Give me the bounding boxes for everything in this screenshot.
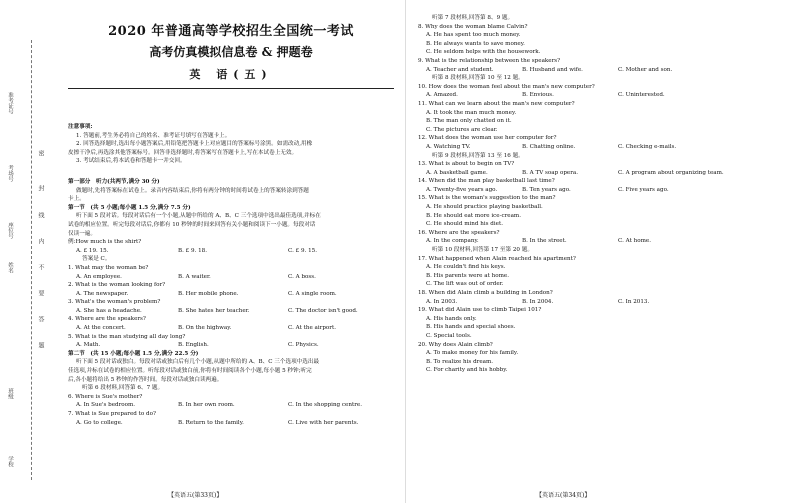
- option: A. Go to college.: [76, 419, 123, 426]
- page-footer-right: 【英语五(第34页)】: [536, 492, 591, 499]
- option: B. To realize his dream.: [426, 358, 494, 365]
- option: A. In Sue's bedroom.: [76, 402, 136, 409]
- option: B. He always wants to save money.: [426, 40, 525, 47]
- option: C. At home.: [618, 238, 651, 245]
- right-page: [418, 0, 774, 503]
- question-9: 9. What is the relationship between the speakers?: [418, 57, 561, 64]
- exam-subtitle: 高考仿真模拟信息卷 & 押题卷: [149, 45, 313, 59]
- option: A. In the company.: [426, 238, 479, 245]
- option: C. £ 9. 15.: [288, 247, 317, 254]
- option: B. He should eat more ice-cream.: [426, 212, 521, 219]
- left-page: [68, 0, 394, 503]
- option: B. In 2004.: [522, 298, 554, 305]
- question-9-options: [418, 66, 774, 75]
- option: C. In the shopping centre.: [288, 402, 362, 409]
- option: A. At the concert.: [76, 325, 126, 332]
- question-13: 13. What is about to begin on TV?: [418, 161, 515, 168]
- question-15: 15. What is the woman's suggestion to the man?: [418, 195, 556, 202]
- note-item: 3. 考试结束后,将本试卷和答题卡一并交回。: [76, 158, 186, 165]
- option: C. Checking e-mails.: [618, 143, 677, 150]
- question-3: 3. What's the woman's problem?: [68, 299, 161, 306]
- question-11: 11. What can we learn about the man's new computer?: [418, 100, 575, 107]
- question-14: 14. When did the man play basketball last time?: [418, 178, 555, 185]
- margin-label-seat: 座位号: [7, 222, 13, 239]
- question-20: 20. Why does Alain climb?: [418, 341, 493, 348]
- option: C. A program about organizing team.: [618, 169, 724, 176]
- option: B. His hands and special shoes.: [426, 324, 516, 331]
- question-4-options: [68, 324, 394, 333]
- option: C. In 2013.: [618, 298, 650, 305]
- question-14-options: [418, 186, 774, 195]
- option: A. Teacher and student.: [426, 66, 494, 73]
- option: A. It took the man much money.: [426, 109, 517, 116]
- question-18: 18. When did Alain climb a building in London?: [418, 290, 553, 296]
- option: C. A single room.: [288, 290, 337, 297]
- option: A. Math.: [76, 342, 101, 349]
- option: C. Live with her parents.: [288, 419, 359, 426]
- header-rule: [68, 88, 394, 89]
- option: C. He seldom helps with the housework.: [426, 49, 541, 56]
- question-10-options: [418, 91, 774, 100]
- cut-char: 要: [37, 290, 44, 296]
- question-18-options: [418, 298, 774, 307]
- question-8: 8. Why does the woman blame Calvin?: [418, 23, 528, 30]
- option: B. A TV soap opera.: [522, 169, 579, 176]
- option: B. Ten years ago.: [522, 186, 571, 193]
- margin-label-name: 姓名: [7, 262, 13, 273]
- question-5: 5. What is the man studying all day long?: [68, 333, 186, 340]
- page-divider: [405, 0, 406, 503]
- question-1-options: [68, 273, 394, 282]
- part1-intro: 做题时,先将答案标在试卷上。录音内容结束后,你将有两分钟的时间将试卷上的答案转涂到答题: [76, 187, 309, 194]
- option: B. She hates her teacher.: [178, 307, 250, 314]
- note-item: 1. 答题前,考生务必将自己的姓名、准考证号填写在答题卡上。: [76, 132, 231, 139]
- option: A. He couldn't find his keys.: [426, 264, 506, 271]
- section2-intro: 佳选项,并标在试卷的相应位置。听每段对话或独白前,你将有时间阅读各个小题,每小题 5 秒钟;听完: [68, 368, 312, 375]
- option: A. An employee.: [76, 273, 122, 280]
- question-13-options: [418, 169, 774, 178]
- listen-instruction: 听第 6 段材料,回答第 6、7 题。: [82, 385, 164, 392]
- subject-title: 英 语(五): [189, 68, 273, 81]
- option: B. On the highway.: [178, 325, 232, 332]
- option: B. Return to the family.: [178, 419, 244, 426]
- option: A. Twenty-five years ago.: [426, 186, 498, 193]
- cut-char: 封: [37, 185, 44, 191]
- section1-intro: 听下面 5 段对话。每段对话后有一个小题,从题中所给的 A、B、C 三个选项中选出最佳选项,并标在: [76, 213, 321, 220]
- question-19: 19. What did Alain use to climb Taipei 101?: [418, 307, 542, 314]
- listen-instruction: 听第 9 段材料,回答第 13 至 16 题。: [432, 152, 524, 159]
- cut-char: 内: [37, 238, 44, 244]
- margin-label-class: 班级: [7, 388, 13, 399]
- question-12-options: [418, 143, 774, 152]
- listen-instruction: 听第 7 段材料,回答第 8、9 题。: [432, 15, 514, 21]
- question-1: 1. What may the woman be?: [68, 264, 149, 271]
- question-17: 17. What happened when Alain reached his apartment?: [418, 255, 576, 262]
- section1-intro: 仅读一遍。: [68, 230, 96, 237]
- section1-heading: 第一节 (共 5 小题;每小题 1.5 分,满分 7.5 分): [68, 204, 191, 211]
- option: A. She has a headache.: [76, 307, 142, 314]
- question-5-options: [68, 341, 394, 350]
- binding-margin: [0, 0, 62, 503]
- option: A. He has spent too much money.: [426, 32, 521, 39]
- option: A. He should practice playing basketball.: [426, 204, 543, 211]
- listen-instruction: 听第 10 段材料,回答第 17 至第 20 题。: [432, 247, 533, 254]
- option: C. For charity and his hobby.: [426, 367, 508, 374]
- part1-heading: 第一部分 听力(共两节,满分 30 分): [68, 178, 160, 185]
- option: A. To make money for his family.: [426, 350, 519, 357]
- listen-instruction: 听第 8 段材料,回答第 10 至 12 题。: [432, 75, 524, 82]
- option: A. Amazed.: [426, 92, 458, 99]
- option: C. Special tools.: [426, 332, 472, 339]
- option: B. His parents were at home.: [426, 272, 509, 279]
- option: B. Chatting online.: [522, 143, 576, 150]
- question-2: 2. What is the woman looking for?: [68, 282, 166, 289]
- option: C. The pictures are clear.: [426, 126, 498, 133]
- option: B. Husband and wife.: [522, 66, 583, 73]
- exam-title: 2020 年普通高等学校招生全国统一考试: [108, 24, 354, 39]
- question-16-options: [418, 237, 774, 246]
- section2-heading: 第二节 (共 15 小题;每小题 1.5 分,满分 22.5 分): [68, 350, 199, 357]
- option: C. At the airport.: [288, 325, 336, 332]
- margin-label-school: 学校: [7, 456, 13, 467]
- option: A. Watching TV.: [426, 143, 471, 150]
- option: B. In her own room.: [178, 402, 235, 409]
- option: B. The man only chatted on it.: [426, 118, 512, 125]
- option: C. Uninterested.: [618, 92, 665, 99]
- option: A. In 2003.: [426, 298, 458, 305]
- note-item: 2. 回答选择题时,选出每小题答案后,用铅笔把答题卡上对应题目的答案标号涂黑。如需改动,用橡: [76, 141, 313, 148]
- question-7: 7. What is Sue prepared to do?: [68, 411, 156, 417]
- option: C. Five years ago.: [618, 186, 669, 193]
- option: C. Mother and son.: [618, 66, 673, 73]
- cut-char: 线: [37, 212, 44, 218]
- question-2-options: [68, 290, 394, 299]
- option: C. The lift was out of order.: [426, 281, 504, 288]
- example-options: [68, 247, 394, 256]
- example-question: 例:How much is the shirt?: [68, 239, 142, 246]
- notes-heading: 注意事项:: [68, 124, 93, 130]
- option: A. A basketball game.: [426, 169, 488, 176]
- question-3-options: [68, 307, 394, 316]
- question-6-options: [68, 401, 394, 410]
- option: A. £ 19. 15.: [76, 247, 109, 254]
- question-16: 16. Where are the speakers?: [418, 229, 500, 236]
- notes-block: [68, 123, 394, 166]
- option: B. English.: [178, 342, 209, 349]
- option: B. A waiter.: [178, 273, 211, 280]
- part1: [68, 178, 394, 427]
- cut-char: 密: [37, 150, 44, 156]
- question-4: 4. Where are the speakers?: [68, 316, 146, 323]
- note-item: 皮擦干净后,再选涂其他答案标号。回答非选择题时,将答案写在答题卡上,写在本试卷上无效。: [68, 149, 298, 156]
- cut-char: 不: [37, 264, 44, 270]
- option: B. Envious.: [522, 92, 554, 99]
- option: A. The newspaper.: [76, 290, 129, 297]
- question-10: 10. How does the woman feel about the man's new computer?: [418, 83, 595, 90]
- margin-label-exam-number: 准考证号: [7, 92, 13, 114]
- question-12: 12. What does the woman use her computer for?: [418, 135, 557, 142]
- option: C. Physics.: [288, 342, 319, 349]
- cut-line: [31, 40, 32, 480]
- option: C. The doctor isn't good.: [288, 307, 358, 314]
- section2-intro: 后,各小题将给出 5 秒钟的作答时间。每段对话或独白读两遍。: [68, 376, 223, 383]
- page-footer-left: 【英语五(第33页)】: [168, 492, 223, 499]
- part1-intro: 卡上。: [68, 196, 85, 203]
- option: C. He should mind his diet.: [426, 221, 503, 228]
- section1-intro: 试卷的相应位置。听完每段对话后,你都有 10 秒钟的时间来回答有关小题和阅读下一小题。每段对话: [68, 221, 316, 228]
- option: B. In the street.: [522, 238, 567, 245]
- question-7-options: [68, 419, 394, 428]
- option: C. A boss.: [288, 273, 316, 280]
- section2-intro: 听下面 5 段对话或独白。每段对话或独白后有几个小题,从题中所给的 A、B、C 三个选项中选出最: [76, 359, 320, 366]
- option: B. Her mobile phone.: [178, 290, 239, 297]
- option: B. £ 9. 18.: [178, 247, 208, 254]
- question-6: 6. Where is Sue's mother?: [68, 393, 143, 400]
- example-answer: 答案是 C。: [82, 256, 111, 263]
- margin-label-room: 考场号: [7, 165, 13, 182]
- cut-char: 答: [37, 316, 44, 322]
- option: A. His hands only.: [426, 315, 477, 322]
- cut-char: 题: [37, 342, 44, 348]
